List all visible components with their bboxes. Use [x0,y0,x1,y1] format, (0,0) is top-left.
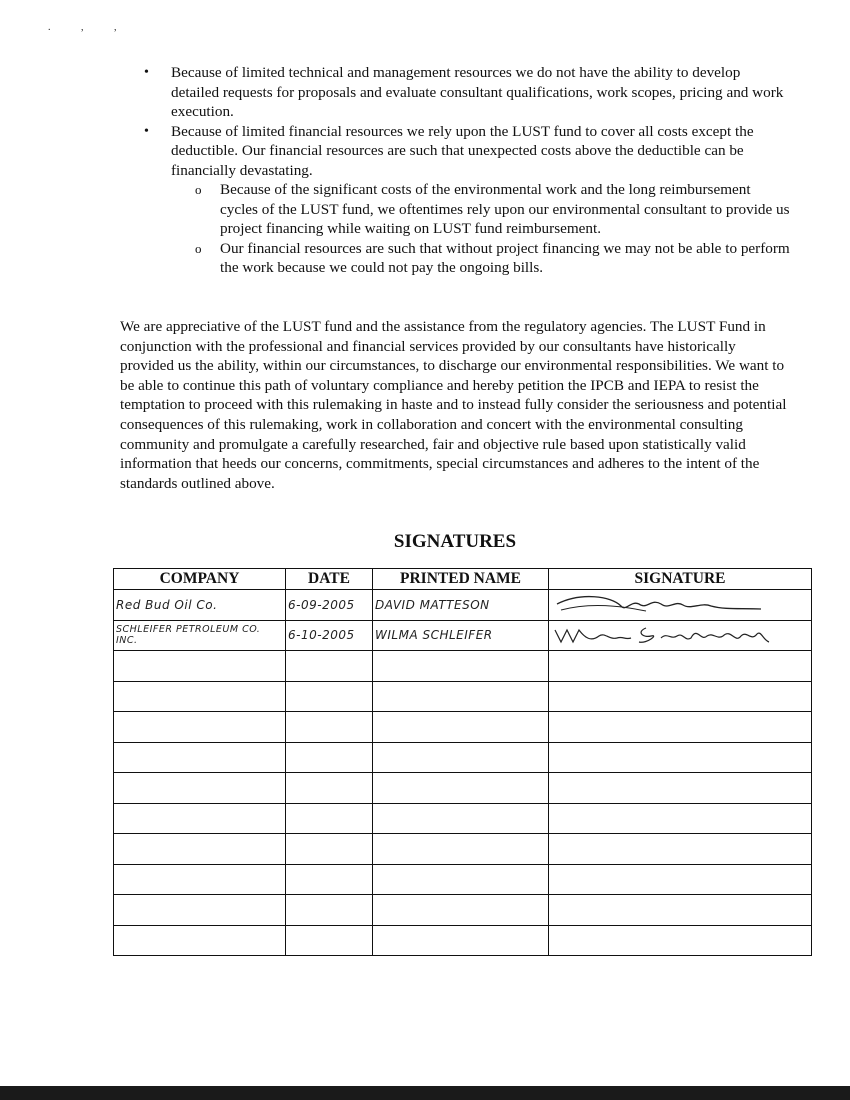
signature-cell [549,742,812,773]
sub-bullet-text: Our financial resources are such that without project financing we may not be able to perform the work because we could not pay the ongoing bills. [220,239,790,276]
table-row [114,895,812,926]
signature-cell [549,864,812,895]
table-row [114,834,812,865]
handwritten-signature-image [551,592,806,618]
table-row [114,590,812,621]
printed-name-cell [373,773,549,804]
date-cell [286,834,373,865]
table-row [114,620,812,651]
table-row [114,742,812,773]
date-cell: 6-09-2005 [286,590,373,621]
printed-name-cell [373,681,549,712]
date-cell: 6-10-2005 [286,620,373,651]
circle-marker-icon: o [195,182,202,197]
scan-specks: . , , [48,22,131,33]
company-cell [114,834,286,865]
printed-name-cell [373,925,549,956]
printed-name-cell [373,803,549,834]
table-row [114,925,812,956]
signatures-table [113,568,811,956]
column-header-date: DATE [286,569,373,590]
signature-cell [549,651,812,682]
company-cell: SCHLEIFER PETROLEUM CO. INC. [114,620,286,651]
sub-bullet-text: Because of the significant costs of the environmental work and the long reimbursement cycles of the LUST fund, we oftentimes rely upon our environmental consultant to provide us project financing while waiting on LUST fund reimbursement. [220,181,790,237]
company-cell [114,742,286,773]
date-cell [286,925,373,956]
bullet-text: Because of limited technical and management resources we do not have the ability to develop detailed requests for proposals and evaluate consultant qualifications, work scopes, pricing and work execution. [171,64,784,120]
signature-cell [549,834,812,865]
signature-cell [549,803,812,834]
signature-cell [549,681,812,712]
date-cell [286,712,373,743]
sub-bullet-item [170,180,790,239]
sub-bullet-list [140,180,790,278]
company-cell [114,864,286,895]
handwritten-signature-image [551,622,806,648]
printed-name-cell [373,742,549,773]
date-cell [286,651,373,682]
column-header-company: COMPANY [114,569,286,590]
date-cell [286,681,373,712]
table-row [114,651,812,682]
company-cell: Red Bud Oil Co. [114,590,286,621]
date-cell [286,773,373,804]
bullet-list [140,63,790,278]
company-cell [114,651,286,682]
signature-cell [549,620,812,651]
printed-name-cell: WILMA SCHLEIFER [373,620,549,651]
date-cell [286,864,373,895]
printed-name-cell [373,895,549,926]
signatures-heading: SIGNATURES [393,531,517,552]
date-cell [286,895,373,926]
signature-cell [549,773,812,804]
column-header-printed-name: PRINTED NAME [373,569,549,590]
closing-paragraph: We are appreciative of the LUST fund and the assistance from the regulatory agencies. The LUST Fund in conjunction with the professional and financial services provided by our consultants have historically provided us the ability, within our circumstances, to discharge our environmental responsibilities. We want to be able to continue this path of voluntary compliance and hereby petition the IPCB and IEPA to resist the temptation to proceed with this rulemaking in haste and to instead fully consider the seriousness and potential consequences of this rulemaking, work in collaboration and concert with the environmental consulting community and promulgate a carefully researched, fair and objective rule based upon statistically valid information that heeds our concerns, commitments, special circumstances and adheres to the intent of the standards outlined above. [120,318,787,492]
company-cell [114,773,286,804]
circle-marker-icon: o [195,240,202,256]
table-row [114,681,812,712]
company-cell [114,925,286,956]
printed-name-cell [373,864,549,895]
table-header-row [114,569,812,590]
printed-name-cell: DAVID MATTESON [373,590,549,621]
printed-name-cell [373,834,549,865]
company-cell [114,803,286,834]
sub-bullet-item [170,239,790,278]
signature-cell [549,712,812,743]
signature-cell [549,895,812,926]
company-cell [114,895,286,926]
company-cell [114,712,286,743]
bullet-text: Because of limited financial resources we rely upon the LUST fund to cover all costs except the deductible. Our financial resources are such that unexpected costs above the deductible can be financially devastating. [171,122,754,179]
signature-cell [549,925,812,956]
table-row [114,773,812,804]
table-row [114,803,812,834]
bullet-marker-icon: • [144,65,149,80]
printed-name-cell [373,651,549,682]
scan-edge-bar [0,1086,850,1100]
column-header-signature: SIGNATURE [549,569,812,590]
table-row [114,712,812,743]
date-cell [286,742,373,773]
table-row [114,864,812,895]
bullet-item [140,122,790,181]
company-cell [114,681,286,712]
date-cell [286,803,373,834]
bullet-marker-icon: • [144,123,149,139]
bullet-item [140,63,790,122]
signature-cell [549,590,812,621]
printed-name-cell [373,712,549,743]
